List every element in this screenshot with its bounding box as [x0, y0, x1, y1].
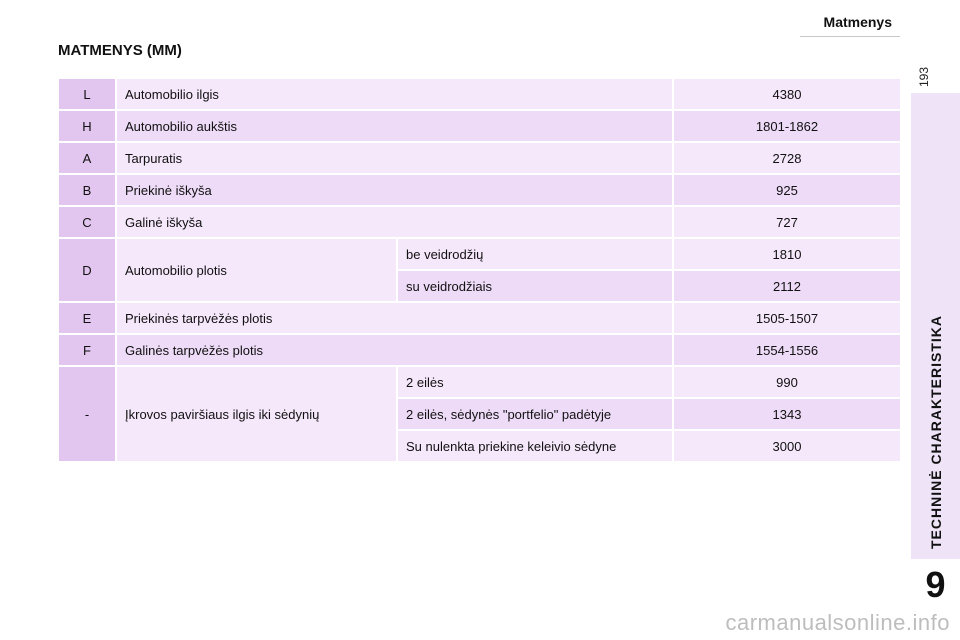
row-value: 727 [674, 207, 900, 237]
row-description: Įkrovos paviršiaus ilgis iki sėdynių [117, 367, 396, 461]
table-row [59, 175, 900, 205]
chapter-sidebar-label: TECHNINĖ CHARAKTERISTIKA [927, 315, 944, 549]
row-value: 990 [674, 367, 900, 397]
row-value: 1801-1862 [674, 111, 900, 141]
row-value: 4380 [674, 79, 900, 109]
row-code: D [59, 239, 115, 301]
row-description: Galinės tarpvėžės plotis [117, 335, 672, 365]
row-code: F [59, 335, 115, 365]
row-description: Priekinės tarpvėžės plotis [117, 303, 672, 333]
table-row [59, 111, 900, 141]
section-title: MATMENYS (MM) [58, 42, 182, 59]
row-value: 2728 [674, 143, 900, 173]
row-sub-label: 2 eilės, sėdynės "portfelio" padėtyje [398, 399, 672, 429]
row-sub-label: Su nulenkta priekine keleivio sėdyne [398, 431, 672, 461]
row-code: A [59, 143, 115, 173]
table-row [59, 239, 900, 269]
table-row [59, 303, 900, 333]
row-description: Tarpuratis [117, 143, 672, 173]
row-code: H [59, 111, 115, 141]
row-description: Automobilio aukštis [117, 111, 672, 141]
chapter-sidebar-label-wrap [911, 93, 960, 559]
row-value: 925 [674, 175, 900, 205]
row-value: 1343 [674, 399, 900, 429]
page-number: 193 [917, 66, 931, 88]
row-code: - [59, 367, 115, 461]
table-row [59, 207, 900, 237]
row-code: B [59, 175, 115, 205]
row-value: 1554-1556 [674, 335, 900, 365]
row-value: 3000 [674, 431, 900, 461]
row-sub-label: su veidrodžiais [398, 271, 672, 301]
row-description: Galinė iškyša [117, 207, 672, 237]
row-value: 2112 [674, 271, 900, 301]
table-row [59, 143, 900, 173]
row-value: 1505-1507 [674, 303, 900, 333]
table-row [59, 79, 900, 109]
row-code: E [59, 303, 115, 333]
row-description: Automobilio plotis [117, 239, 396, 301]
row-code: L [59, 79, 115, 109]
row-value: 1810 [674, 239, 900, 269]
dimensions-table [57, 77, 902, 463]
row-description: Automobilio ilgis [117, 79, 672, 109]
table-row [59, 367, 900, 397]
row-sub-label: 2 eilės [398, 367, 672, 397]
page-header-title: Matmenys [823, 14, 892, 30]
header-divider [800, 36, 900, 37]
watermark-text: carmanualsonline.info [725, 610, 950, 635]
chapter-number: 9 [925, 564, 946, 605]
row-description: Priekinė iškyša [117, 175, 672, 205]
table-row [59, 335, 900, 365]
row-code: C [59, 207, 115, 237]
row-sub-label: be veidrodžių [398, 239, 672, 269]
